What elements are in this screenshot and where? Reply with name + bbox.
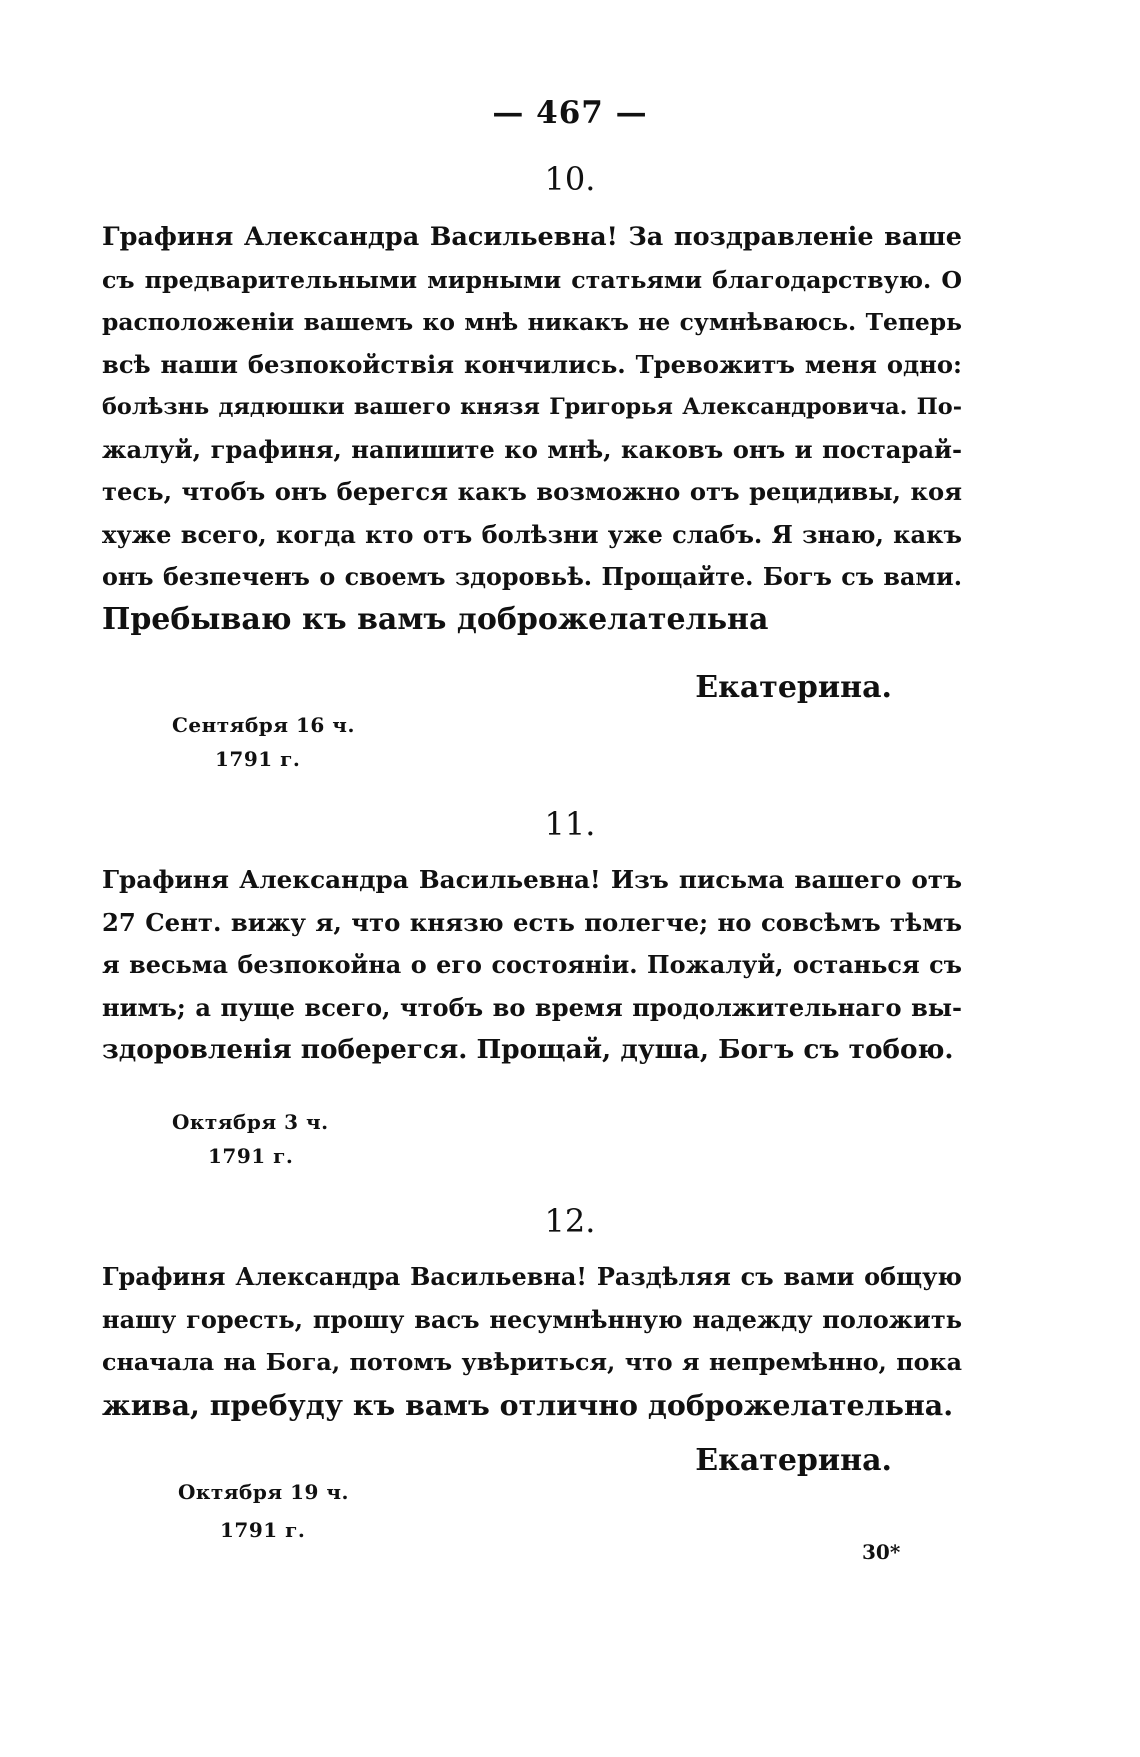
date-year: 1791 г. bbox=[220, 1518, 306, 1542]
text-line: сначала на Бога, потомъ увѣриться, что я непремѣнно, пока bbox=[102, 1348, 962, 1376]
text-line: жива, пребуду къ вамъ отлично доброжелательна. bbox=[102, 1387, 954, 1422]
text-line: жалуй, графиня, напишите ко мнѣ, каковъ онъ и постарай- bbox=[102, 434, 962, 464]
text-line: здоровленія поберегся. Прощай, душа, Богъ съ тобою. bbox=[102, 1034, 954, 1065]
letter-body bbox=[102, 1256, 962, 1426]
text-line: хуже всего, когда кто отъ болѣзни уже слабъ. Я знаю, какъ bbox=[102, 519, 962, 549]
text-line: Графиня Александра Васильевна! Изъ письма вашего отъ bbox=[102, 865, 962, 894]
letter-number: 12. bbox=[544, 1202, 596, 1240]
date-year: 1791 г. bbox=[215, 747, 301, 771]
text-line: нимъ; а пуще всего, чтобъ во время продолжительнаго вы- bbox=[102, 992, 962, 1022]
signature: Екатерина. bbox=[695, 1443, 892, 1478]
text-line: я весьма безпокойна о его состояніи. Пожалуй, останься съ bbox=[102, 951, 962, 979]
date-month: Октября 19 ч. bbox=[178, 1480, 349, 1504]
text-line: тесь, чтобъ онъ берегся какъ возможно отъ рецидивы, коя bbox=[102, 477, 962, 506]
letter-body bbox=[102, 859, 962, 1072]
date-month: Сентября 16 ч. bbox=[172, 713, 355, 737]
text-line: съ предварительными мирными статьями благодарствую. О bbox=[102, 265, 962, 294]
signature: Екатерина. bbox=[695, 670, 892, 705]
text-line: расположеніи вашемъ ко мнѣ никакъ не сумнѣваюсь. Теперь bbox=[102, 308, 962, 336]
letter-body bbox=[102, 216, 962, 641]
text-line: Графиня Александра Васильевна! Раздѣляя съ вами общую bbox=[102, 1262, 962, 1291]
date-month: Октября 3 ч. bbox=[172, 1110, 329, 1134]
text-line: всѣ наши безпокойствія кончились. Тревожитъ меня одно: bbox=[102, 349, 962, 379]
text-line: болѣзнь дядюшки вашего князя Григорья Александровича. По- bbox=[102, 394, 962, 420]
page-number: — 467 — bbox=[492, 95, 648, 131]
text-line: нашу горесть, прошу васъ несумнѣнную надежду положить bbox=[102, 1304, 962, 1334]
text-line: Пребываю къ вамъ доброжелательна bbox=[102, 601, 769, 637]
text-line: Графиня Александра Васильевна! За поздравленіе ваше bbox=[102, 222, 962, 252]
text-line: онъ безпеченъ о своемъ здоровьѣ. Прощайте. Богъ съ вами. bbox=[102, 563, 962, 591]
letter-number: 11. bbox=[544, 805, 596, 843]
signature-mark: 30* bbox=[862, 1540, 901, 1564]
text-line: 27 Сент. вижу я, что князю есть полегче; но совсѣмъ тѣмъ bbox=[102, 907, 962, 937]
letter-number: 10. bbox=[544, 160, 596, 198]
date-year: 1791 г. bbox=[208, 1144, 294, 1168]
